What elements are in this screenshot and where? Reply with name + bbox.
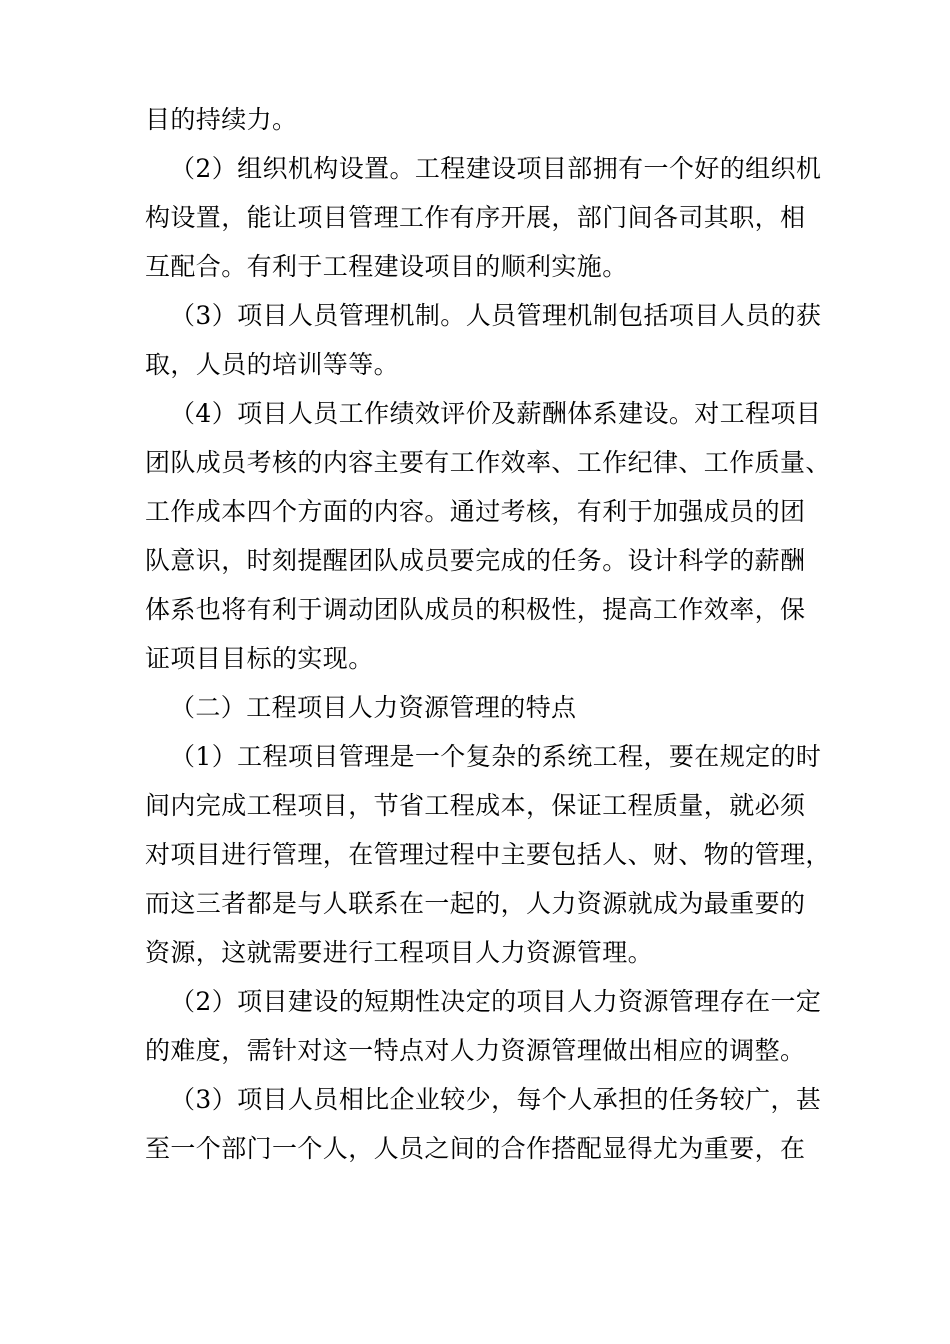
paragraph-start-line: （3）项目人员管理机制。人员管理机制包括项目人员的获	[170, 301, 822, 330]
text-line: 至一个部门一个人，人员之间的合作搭配显得尤为重要，在	[145, 1134, 806, 1163]
paragraph-start-line: （1）工程项目管理是一个复杂的系统工程，要在规定的时	[170, 742, 822, 771]
text-line: 构设置，能让项目管理工作有序开展，部门间各司其职，相	[145, 203, 806, 232]
text-line: 间内完成工程项目，节省工程成本，保证工程质量，就必须	[145, 791, 806, 820]
text-line: 团队成员考核的内容主要有工作效率、工作纪律、工作质量、	[145, 448, 831, 477]
text-line: 而这三者都是与人联系在一起的，人力资源就成为最重要的	[145, 889, 806, 918]
text-line: 工作成本四个方面的内容。通过考核，有利于加强成员的团	[145, 497, 806, 526]
text-line: 资源，这就需要进行工程项目人力资源管理。	[145, 938, 654, 967]
text-line: 对项目进行管理，在管理过程中主要包括人、财、物的管理，	[145, 840, 831, 869]
text-line: 的难度，需针对这一特点对人力资源管理做出相应的调整。	[145, 1036, 806, 1065]
text-line: 体系也将有利于调动团队成员的积极性，提高工作效率，保	[145, 595, 806, 624]
text-line: 队意识，时刻提醒团队成员要完成的任务。设计科学的薪酬	[145, 546, 806, 575]
section-heading: （二）工程项目人力资源管理的特点	[170, 693, 577, 722]
text-line: 取，人员的培训等等。	[145, 350, 400, 379]
paragraph-start-line: （2）组织机构设置。工程建设项目部拥有一个好的组织机	[170, 154, 822, 183]
text-line: 证项目目标的实现。	[145, 644, 374, 673]
paragraph-start-line: （4）项目人员工作绩效评价及薪酬体系建设。对工程项目	[170, 399, 822, 428]
paragraph-start-line: （2）项目建设的短期性决定的项目人力资源管理存在一定	[170, 987, 822, 1016]
text-line: 互配合。有利于工程建设项目的顺利实施。	[145, 252, 628, 281]
text-line: 目的持续力。	[145, 105, 298, 134]
paragraph-start-line: （3）项目人员相比企业较少，每个人承担的任务较广，甚	[170, 1085, 822, 1114]
